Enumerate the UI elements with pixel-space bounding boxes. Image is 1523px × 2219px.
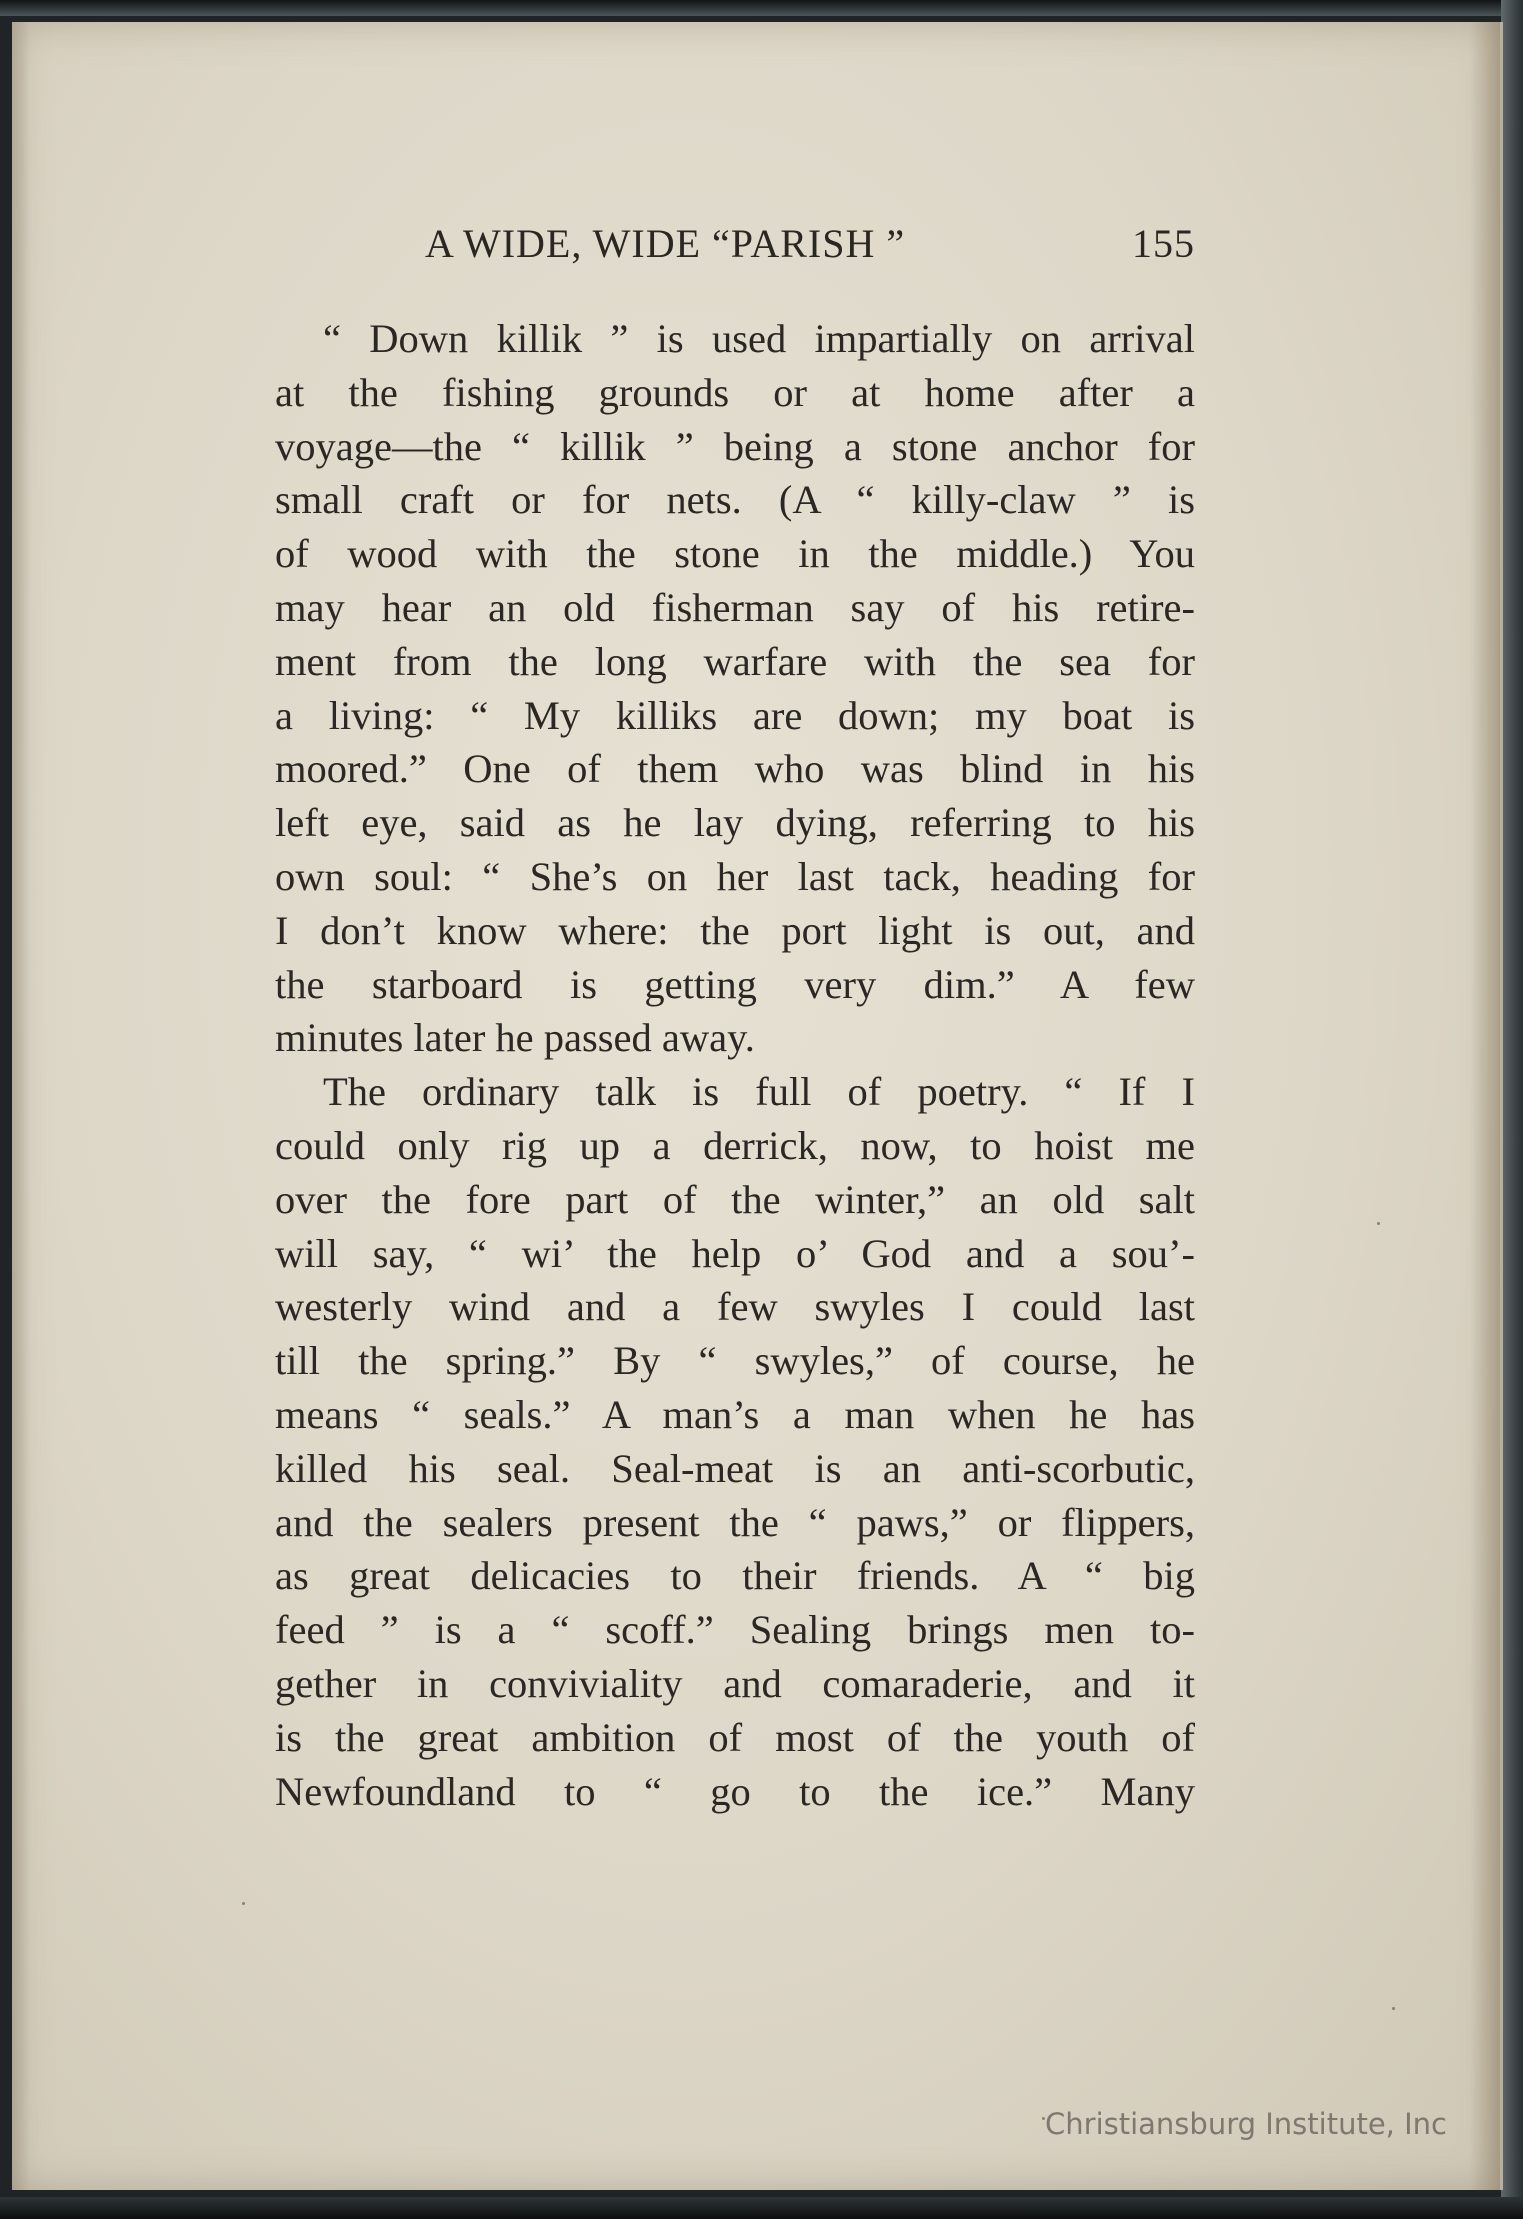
running-head-title: A WIDE, WIDE “PARISH ” <box>425 221 906 266</box>
text-line: of wood with the stone in the middle.) You <box>275 531 1195 577</box>
page-edge-shadow <box>1470 22 1500 2190</box>
page-sheet <box>12 22 1503 2190</box>
text-line: The ordinary talk is full of poetry. “ If I <box>323 1069 1195 1115</box>
running-head <box>275 212 1195 272</box>
text-line: means “ seals.” A man’s a man when he has <box>275 1391 1195 1437</box>
text-line: ment from the long warfare with the sea for <box>275 638 1195 684</box>
text-line: Newfoundland to “ go to the ice.” Many <box>275 1768 1195 1814</box>
text-line: feed ” is a “ scoff.” Sealing brings men to- <box>275 1607 1195 1653</box>
text-line: as great delicacies to their friends. A “ big <box>275 1553 1195 1599</box>
page-gutter-shadow <box>12 22 30 2190</box>
text-line: voyage—the “ killik ” being a stone anchor for <box>275 423 1195 469</box>
paragraph-1 <box>275 312 1195 1065</box>
text-line: moored.” One of them who was blind in his <box>275 746 1195 792</box>
text-line: could only rig up a derrick, now, to hoist me <box>275 1122 1195 1168</box>
text-line: the starboard is getting very dim.” A few <box>275 961 1195 1007</box>
text-line: minutes later he passed away. <box>275 1015 755 1061</box>
text-line: “ Down killik ” is used impartially on arrival <box>323 316 1195 361</box>
text-line: is the great ambition of most of the youth of <box>275 1714 1195 1760</box>
book-cover-edge-bottom <box>0 2197 1523 2219</box>
text-line: and the sealers present the “ paws,” or flippers, <box>275 1499 1195 1545</box>
text-line: left eye, said as he lay dying, referring to his <box>275 800 1195 846</box>
watermark: Christiansburg Institute, Inc <box>1045 2107 1447 2141</box>
text-line: may hear an old fisherman say of his retire- <box>275 584 1195 630</box>
text-line: will say, “ wi’ the help o’ God and a sou’- <box>275 1230 1195 1276</box>
text-line: own soul: “ She’s on her last tack, heading for <box>275 853 1195 899</box>
page-number: 155 <box>1132 221 1195 266</box>
paper-speck <box>242 1902 245 1905</box>
paragraph-2 <box>275 1065 1195 1818</box>
book-cover-edge-right <box>1501 0 1523 2219</box>
book-cover-edge-top <box>0 0 1523 16</box>
text-line: gether in conviviality and comaraderie, and it <box>275 1660 1195 1706</box>
text-line: I don’t know where: the port light is out, and <box>275 907 1195 953</box>
text-line: small craft or for nets. (A “ killy-claw ” is <box>275 477 1195 523</box>
text-line: killed his seal. Seal-meat is an anti-scorbutic, <box>275 1445 1195 1491</box>
text-line: a living: “ My killiks are down; my boat is <box>275 692 1195 738</box>
text-line: at the fishing grounds or at home after a <box>275 369 1195 415</box>
paper-speck <box>1392 2007 1395 2010</box>
body-text <box>275 312 1195 1818</box>
text-line: over the fore part of the winter,” an old salt <box>275 1176 1195 1222</box>
text-line: westerly wind and a few swyles I could last <box>275 1284 1195 1330</box>
text-line: till the spring.” By “ swyles,” of course, he <box>275 1338 1195 1384</box>
paper-speck <box>1377 1222 1380 1225</box>
